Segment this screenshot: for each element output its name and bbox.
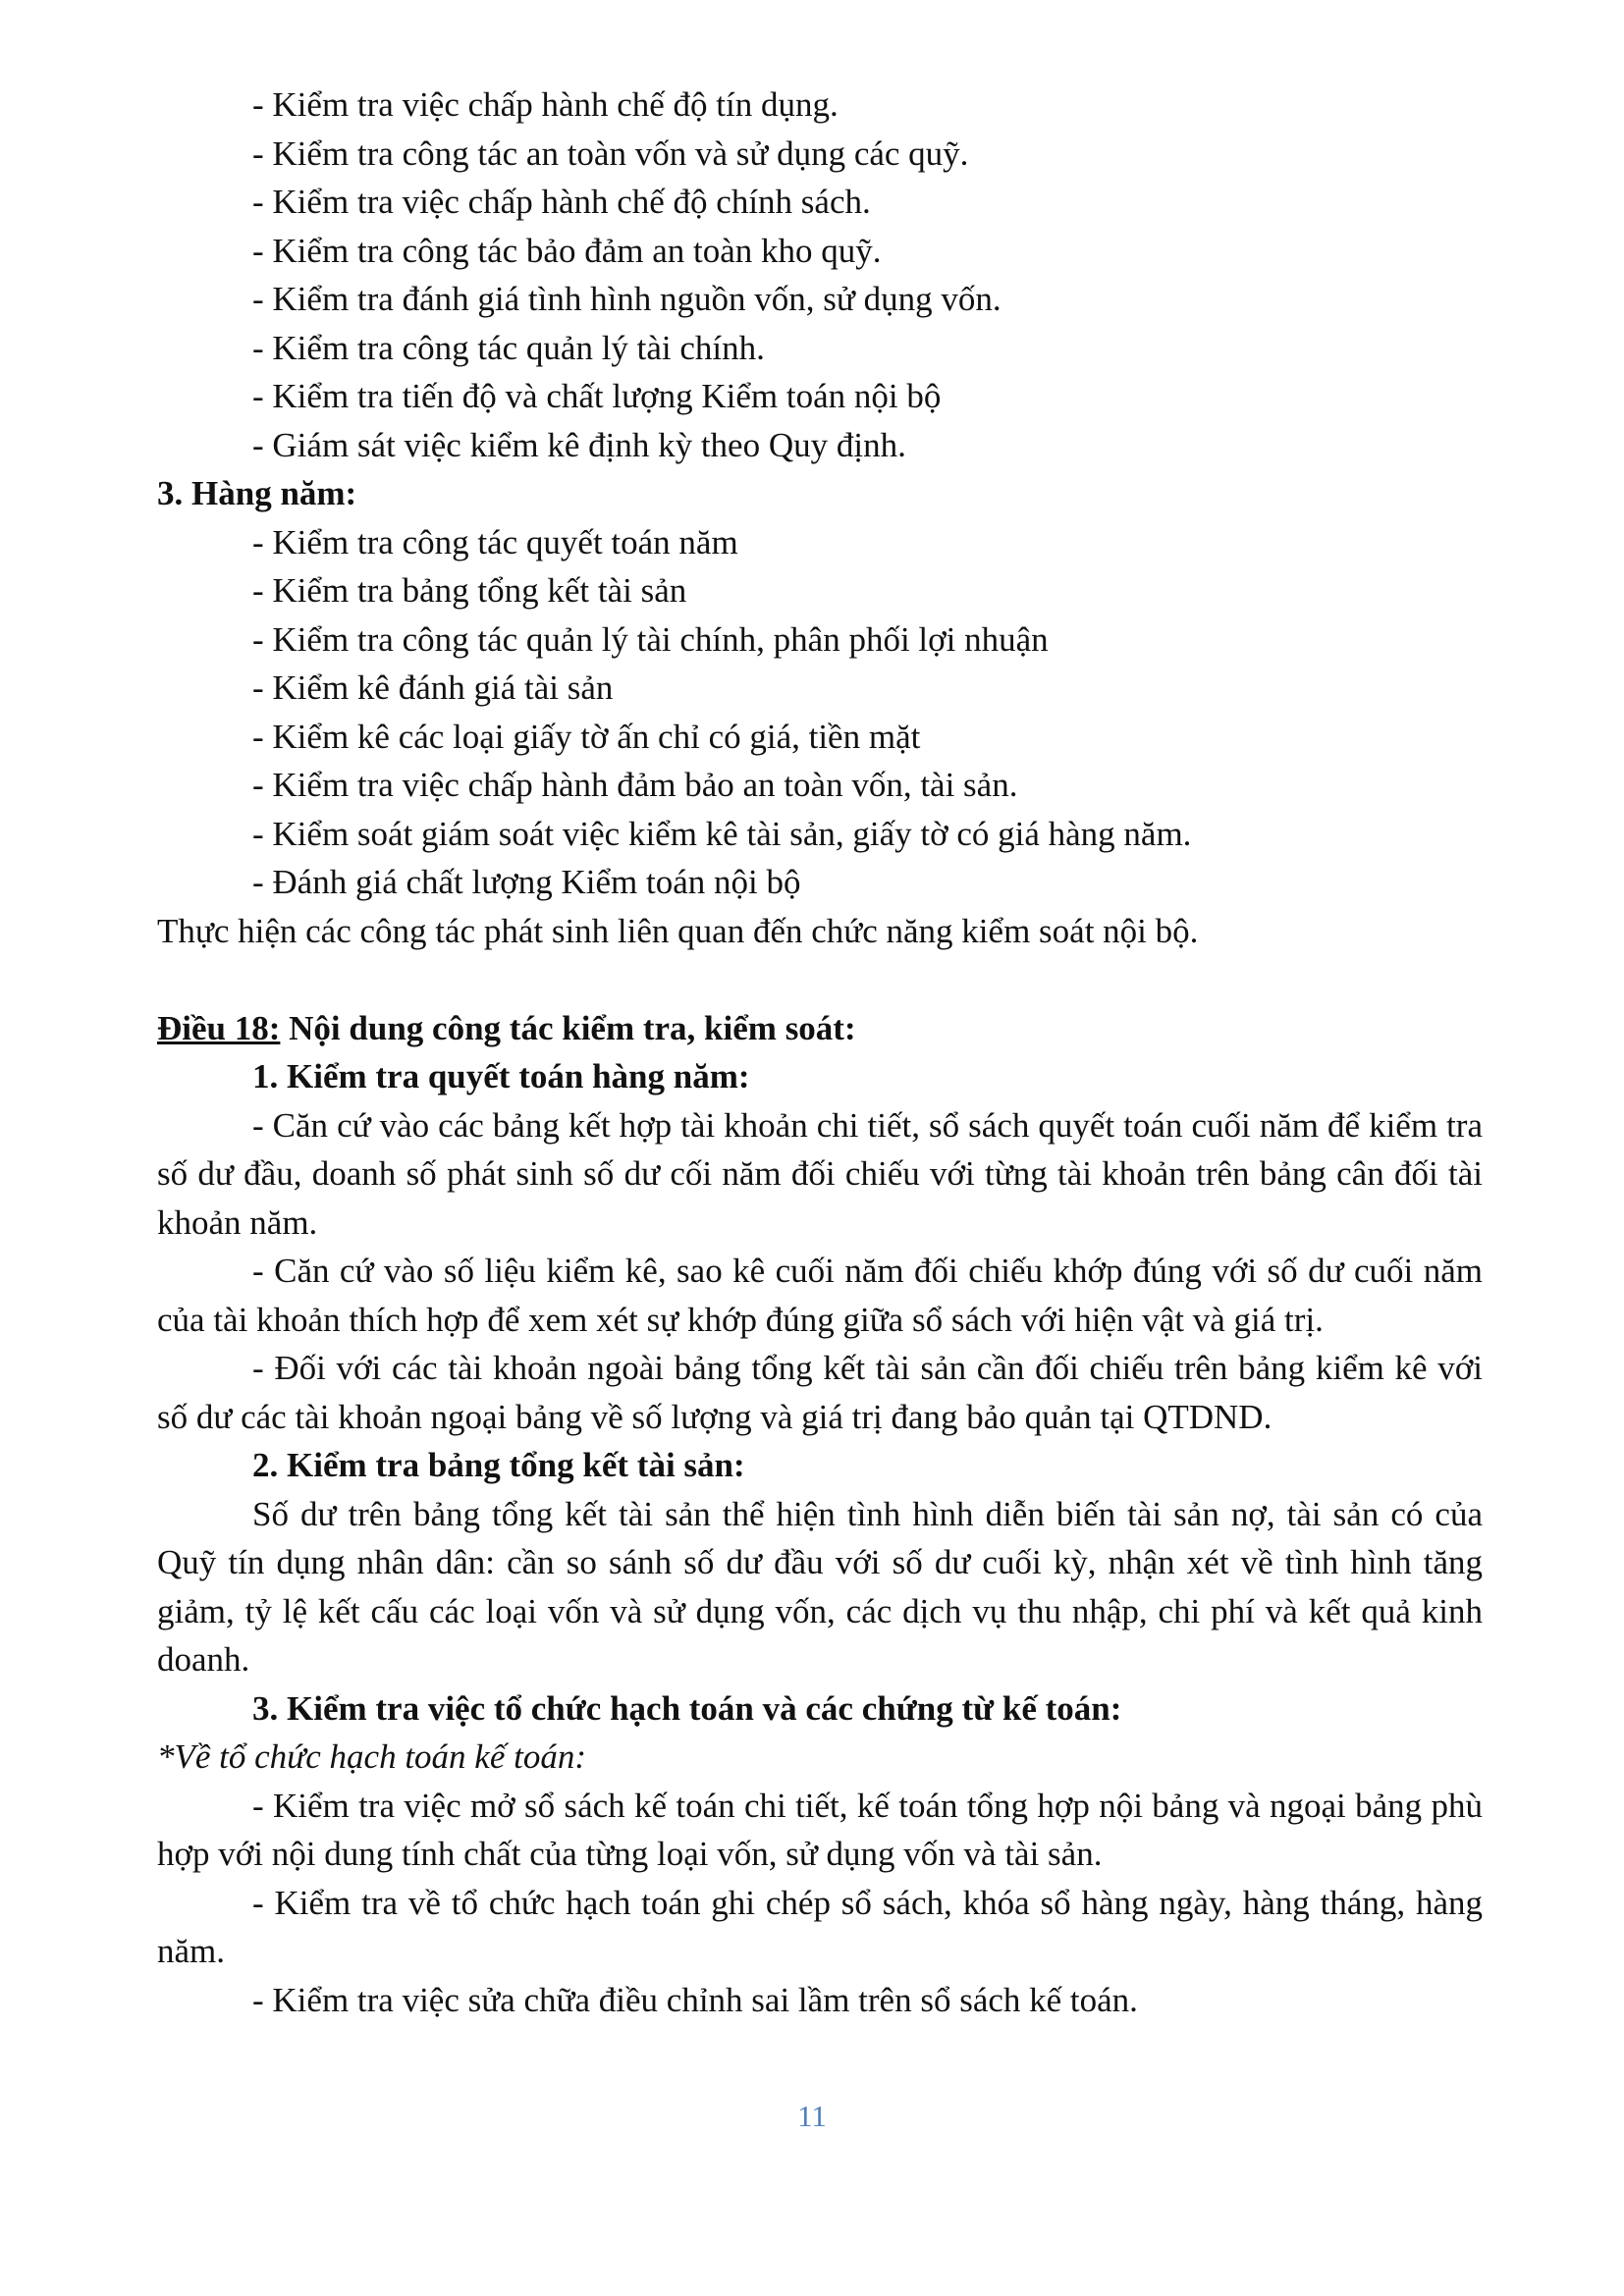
list-item: - Kiểm tra bảng tổng kết tài sản	[252, 571, 687, 610]
paragraph: - Kiểm tra việc sửa chữa điều chỉnh sai lầm trên sổ sách kế toán.	[252, 1980, 1138, 2019]
list-item: - Kiểm tra việc chấp hành chế độ chính sách.	[252, 183, 871, 221]
paragraph: Số dư trên bảng tổng kết tài sản thể hiện tình hình diễn biến tài sản nợ, tài sản có của Quỹ tín dụng nhân dân: cần so sánh số dư đầu với số dư cuối kỳ, nhận xét về tình hình tăng giảm, tỷ lệ kết cấu các loại vốn và sử dụng vốn, các dịch vụ thu nhập, chi phí và kết quả kinh doanh.	[157, 1494, 1483, 1679]
italic-note: *Về tổ chức hạch toán kế toán:	[157, 1737, 587, 1776]
paragraph: - Căn cứ vào các bảng kết hợp tài khoản chi tiết, sổ sách quyết toán cuối năm để kiểm tra số dư đầu, doanh số phát sinh số dư cối năm đối chiếu với từng tài khoản trên bảng cân đối tài khoản năm.	[157, 1105, 1483, 1242]
list-item: - Kiểm tra công tác quyết toán năm	[252, 522, 738, 561]
list-item: - Kiểm tra việc chấp hành đảm bảo an toàn vốn, tài sản.	[252, 766, 1018, 804]
top-list	[157, 80, 1483, 469]
list-item: - Kiểm tra đánh giá tình hình nguồn vốn, sử dụng vốn.	[252, 280, 1001, 318]
list-item: - Kiểm tra công tác quản lý tài chính.	[252, 328, 765, 367]
list-item: - Kiểm tra việc chấp hành chế độ tín dụng.	[252, 85, 839, 124]
blank-line	[157, 955, 1483, 1004]
list-item: - Kiểm kê đánh giá tài sản	[252, 668, 614, 707]
list-item: - Kiểm tra công tác bảo đảm an toàn kho quỹ.	[252, 231, 882, 270]
article-number: Điều 18:	[157, 1008, 281, 1047]
annual-heading: 3. Hàng năm:	[157, 474, 357, 512]
list-item: - Kiểm soát giám soát việc kiểm kê tài sản, giấy tờ có giá hàng năm.	[252, 814, 1192, 853]
page-number: 11	[797, 2099, 827, 2133]
article-heading	[157, 1004, 1483, 1053]
section-heading: 1. Kiểm tra quyết toán hàng năm:	[252, 1057, 750, 1095]
paragraph: - Căn cứ vào số liệu kiểm kê, sao kê cuối năm đối chiếu khớp đúng với số dư cuối năm của tài khoản thích hợp để xem xét sự khớp đúng giữa sổ sách với hiện vật và giá trị.	[157, 1252, 1483, 1339]
list-item: - Giám sát việc kiểm kê định kỳ theo Quy định.	[252, 425, 906, 464]
list-item: - Đánh giá chất lượng Kiểm toán nội bộ	[252, 863, 801, 901]
annual-closing-text: Thực hiện các công tác phát sinh liên quan đến chức năng kiểm soát nội bộ.	[157, 911, 1199, 950]
paragraph: - Kiểm tra về tổ chức hạch toán ghi chép sổ sách, khóa sổ hàng ngày, hàng tháng, hàng năm.	[157, 1883, 1483, 1970]
page-body	[157, 80, 1483, 2024]
list-item: - Kiểm tra công tác quản lý tài chính, phân phối lợi nhuận	[252, 619, 1049, 659]
section-heading: 2. Kiểm tra bảng tổng kết tài sản:	[252, 1446, 745, 1484]
article-title: Nội dung công tác kiểm tra, kiểm soát:	[280, 1008, 856, 1047]
list-item: - Kiểm kê các loại giấy tờ ấn chỉ có giá, tiền mặt	[252, 717, 921, 756]
annual-list	[157, 518, 1483, 907]
list-item: - Kiểm tra tiến độ và chất lượng Kiểm toán nội bộ	[252, 377, 942, 415]
list-item: - Kiểm tra công tác an toàn vốn và sử dụng các quỹ.	[252, 133, 969, 173]
paragraph: - Đối với các tài khoản ngoài bảng tổng kết tài sản cần đối chiếu trên bảng kiểm kê với số dư các tài khoản ngoại bảng về số lượng và giá trị đang bảo quản tại QTDND.	[157, 1349, 1483, 1436]
section-heading: 3. Kiểm tra việc tổ chức hạch toán và các chứng từ kế toán:	[252, 1688, 1122, 1728]
paragraph: - Kiểm tra việc mở sổ sách kế toán chi tiết, kế toán tổng hợp nội bảng và ngoại bảng phù hợp với nội dung tính chất của từng loại vốn, sử dụng vốn và tài sản.	[157, 1786, 1483, 1873]
